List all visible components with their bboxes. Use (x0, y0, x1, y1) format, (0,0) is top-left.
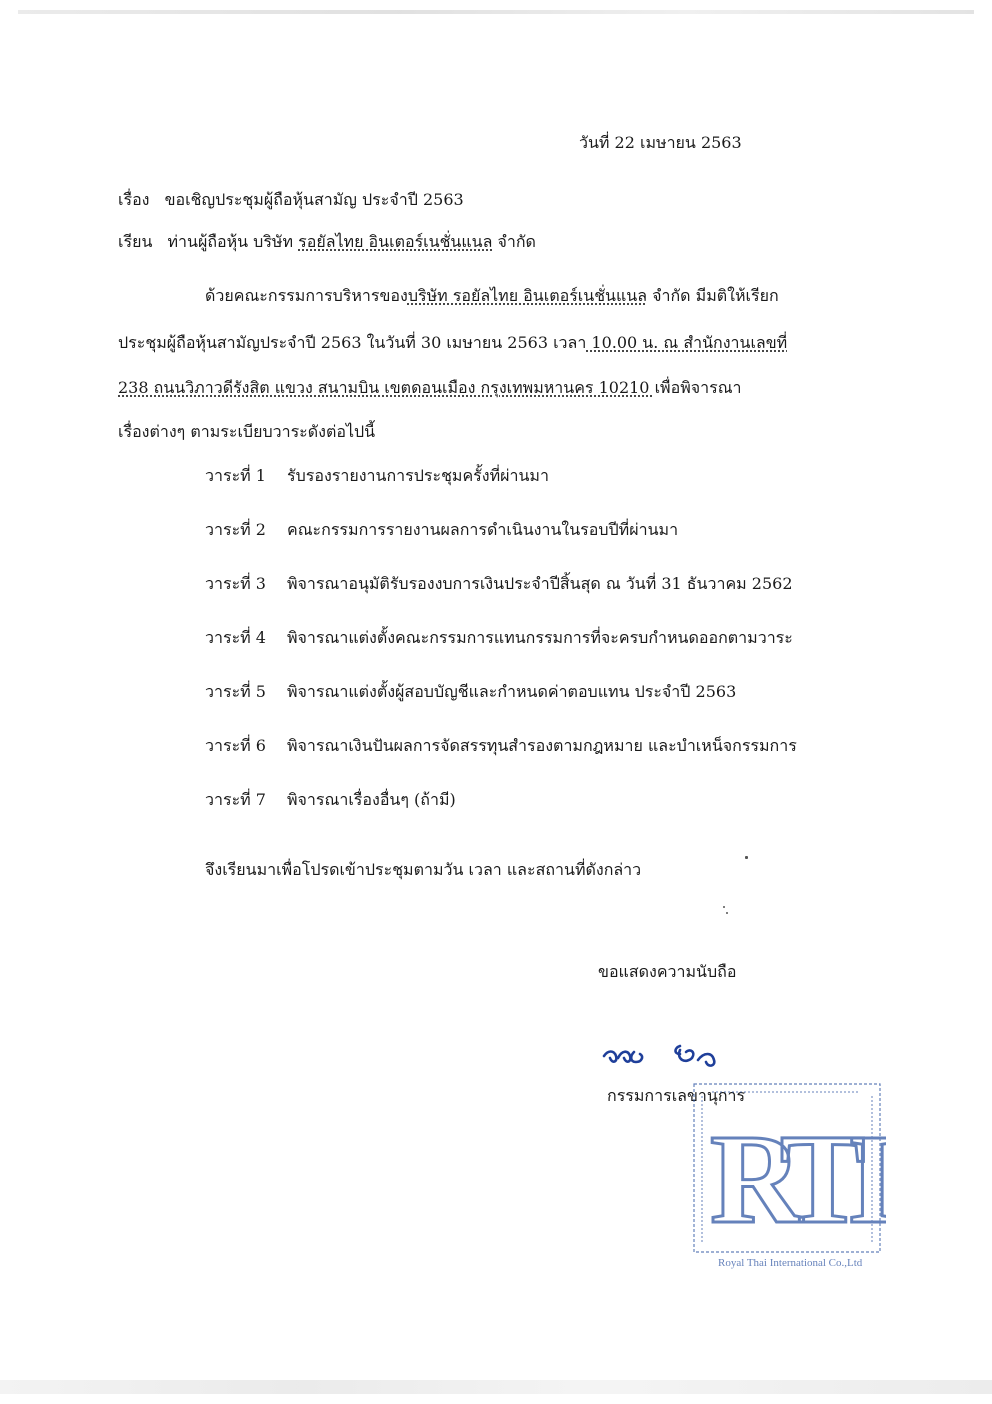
agenda-text: พิจารณาแต่งตั้งคณะกรรมการแทนกรรมการที่จะครบกำหนดออกตามวาระ (287, 628, 793, 647)
body-text: ประชุมผู้ถือหุ้นสามัญประจำปี 2563 ในวันที่ 30 เมษายน 2563 เวลา (118, 333, 587, 352)
recipient-company: รอยัลไทย อินเตอร์เนชั่นแนล (298, 232, 493, 251)
body-line-3 (118, 378, 742, 398)
agenda-item (205, 790, 456, 810)
recipient-suffix: จำกัด (492, 232, 536, 251)
body-company: บริษัท รอยัลไทย อินเตอร์เนชั่นแนล (407, 286, 648, 305)
scan-edge-top (18, 10, 974, 14)
body-line-4: เรื่องต่างๆ ตามระเบียบวาระดังต่อไปนี้ (118, 422, 376, 441)
subject-text: ขอเชิญประชุมผู้ถือหุ้นสามัญ ประจำปี 2563 (164, 190, 464, 209)
agenda-item (205, 682, 736, 702)
body-address: 238 ถนนวิภาวดีรังสิต แขวง สนามบิน เขตดอนเมือง กรุงเทพมหานคร 10210 (118, 378, 655, 397)
letter-date: วันที่ 22 เมษายน 2563 (579, 133, 742, 152)
agenda-item (205, 574, 793, 594)
body-meeting-time: 10.00 น. ณ สำนักงานเลขที่ (586, 333, 788, 352)
agenda-text: พิจารณาเรื่องอื่นๆ (ถ้ามี) (287, 790, 456, 809)
agenda-number: วาระที่ 7 (205, 790, 266, 809)
body-line-2 (118, 333, 787, 353)
recipient-prefix: ท่านผู้ถือหุ้น บริษัท (167, 232, 299, 251)
scan-speck (745, 856, 748, 859)
agenda-number: วาระที่ 4 (205, 628, 266, 647)
agenda-number: วาระที่ 2 (205, 520, 266, 539)
scan-edge-bottom (0, 1380, 992, 1394)
recipient-label: เรียน (118, 232, 153, 251)
subject-label: เรื่อง (118, 190, 150, 209)
signature (600, 1038, 740, 1078)
agenda-number: วาระที่ 1 (205, 466, 266, 485)
agenda-item (205, 520, 678, 540)
agenda-number: วาระที่ 3 (205, 574, 266, 593)
subject-line (118, 190, 464, 210)
body-text: เพื่อพิจารณา (654, 378, 742, 397)
stamp-company-en: Royal Thai International Co.,Ltd (718, 1257, 863, 1269)
agenda-text: คณะกรรมการรายงานผลการดำเนินงานในรอบปีที่ผ่านมา (287, 520, 679, 539)
agenda-number: วาระที่ 6 (205, 736, 266, 755)
body-text: ด้วยคณะกรรมการบริหารของ (205, 286, 408, 305)
agenda-item (205, 466, 549, 486)
signer-title: กรรมการเลขานุการ (607, 1086, 746, 1105)
closing-line: จึงเรียนมาเพื่อโปรดเข้าประชุมตามวัน เวลา และสถานที่ดังกล่าว (205, 860, 642, 879)
agenda-text: พิจารณาอนุมัติรับรองงบการเงินประจำปีสิ้นสุด ณ วันที่ 31 ธันวาคม 2562 (287, 574, 793, 593)
company-stamp (688, 1074, 886, 1274)
scan-speck (723, 906, 725, 908)
body-line-1 (205, 286, 779, 306)
recipient-line (118, 232, 536, 252)
scan-speck (726, 912, 728, 914)
agenda-text: รับรองรายงานการประชุมครั้งที่ผ่านมา (287, 466, 549, 485)
agenda-item (205, 628, 793, 648)
regards: ขอแสดงความนับถือ (598, 962, 737, 981)
agenda-text: พิจารณาเงินปันผลการจัดสรรทุนสำรองตามกฎหมาย และบำเหน็จกรรมการ (287, 736, 797, 755)
agenda-text: พิจารณาแต่งตั้งผู้สอบบัญชีและกำหนดค่าตอบแทน ประจำปี 2563 (287, 682, 737, 701)
agenda-item (205, 736, 797, 756)
agenda-number: วาระที่ 5 (205, 682, 266, 701)
body-text: จำกัด มีมติให้เรียก (647, 286, 779, 305)
stamp-logo: RTI (710, 1108, 880, 1250)
